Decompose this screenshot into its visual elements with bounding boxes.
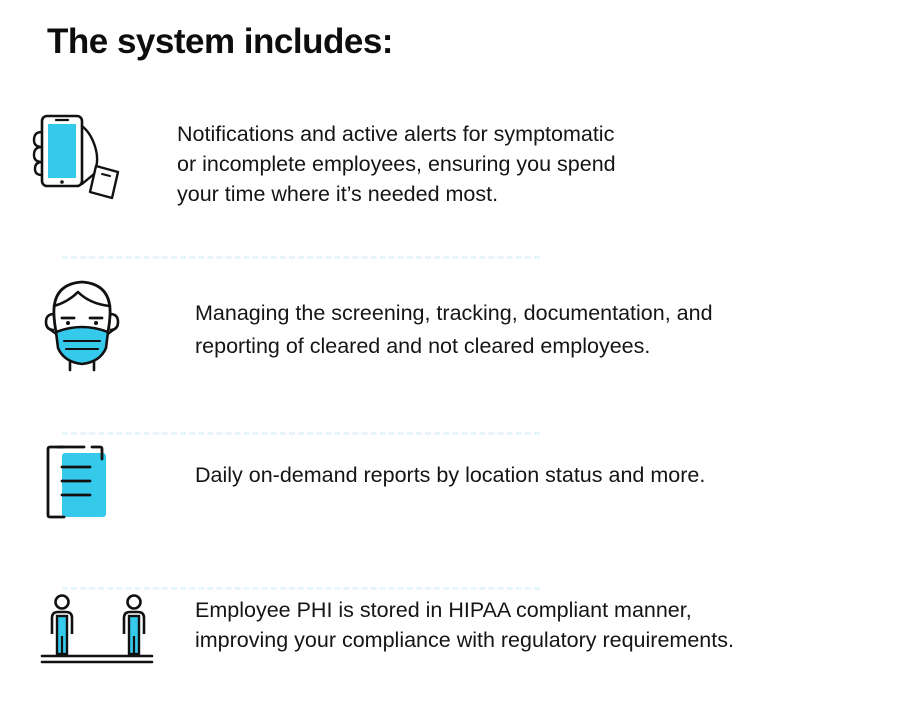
feature-line: Managing the screening, tracking, documentation, and (195, 301, 713, 325)
feature-line: your time where it’s needed most. (177, 182, 499, 206)
feature-hipaa-text (195, 595, 734, 655)
feature-reports-text (195, 460, 705, 490)
feature-line: Employee PHI is stored in HIPAA compliant manner, (195, 598, 692, 622)
smartphone-in-hand-icon (30, 112, 122, 204)
report-document-icon (44, 443, 110, 523)
feature-line: Daily on-demand reports by location status and more. (195, 463, 706, 487)
distanced-people-icon (38, 592, 158, 666)
feature-line: reporting of cleared and not cleared employees. (195, 334, 651, 358)
feature-line: or incomplete employees, ensuring you spend (177, 152, 616, 176)
feature-line: improving your compliance with regulatory requirements. (195, 628, 734, 652)
feature-screening-text (195, 297, 713, 363)
feature-notifications-text (177, 119, 616, 209)
section-divider (62, 432, 540, 435)
feature-line: Notifications and active alerts for symptomatic (177, 122, 615, 146)
person-wearing-mask-icon (38, 276, 126, 372)
section-divider (62, 256, 540, 259)
section-divider (62, 587, 540, 590)
page-title: The system includes: (47, 22, 393, 61)
